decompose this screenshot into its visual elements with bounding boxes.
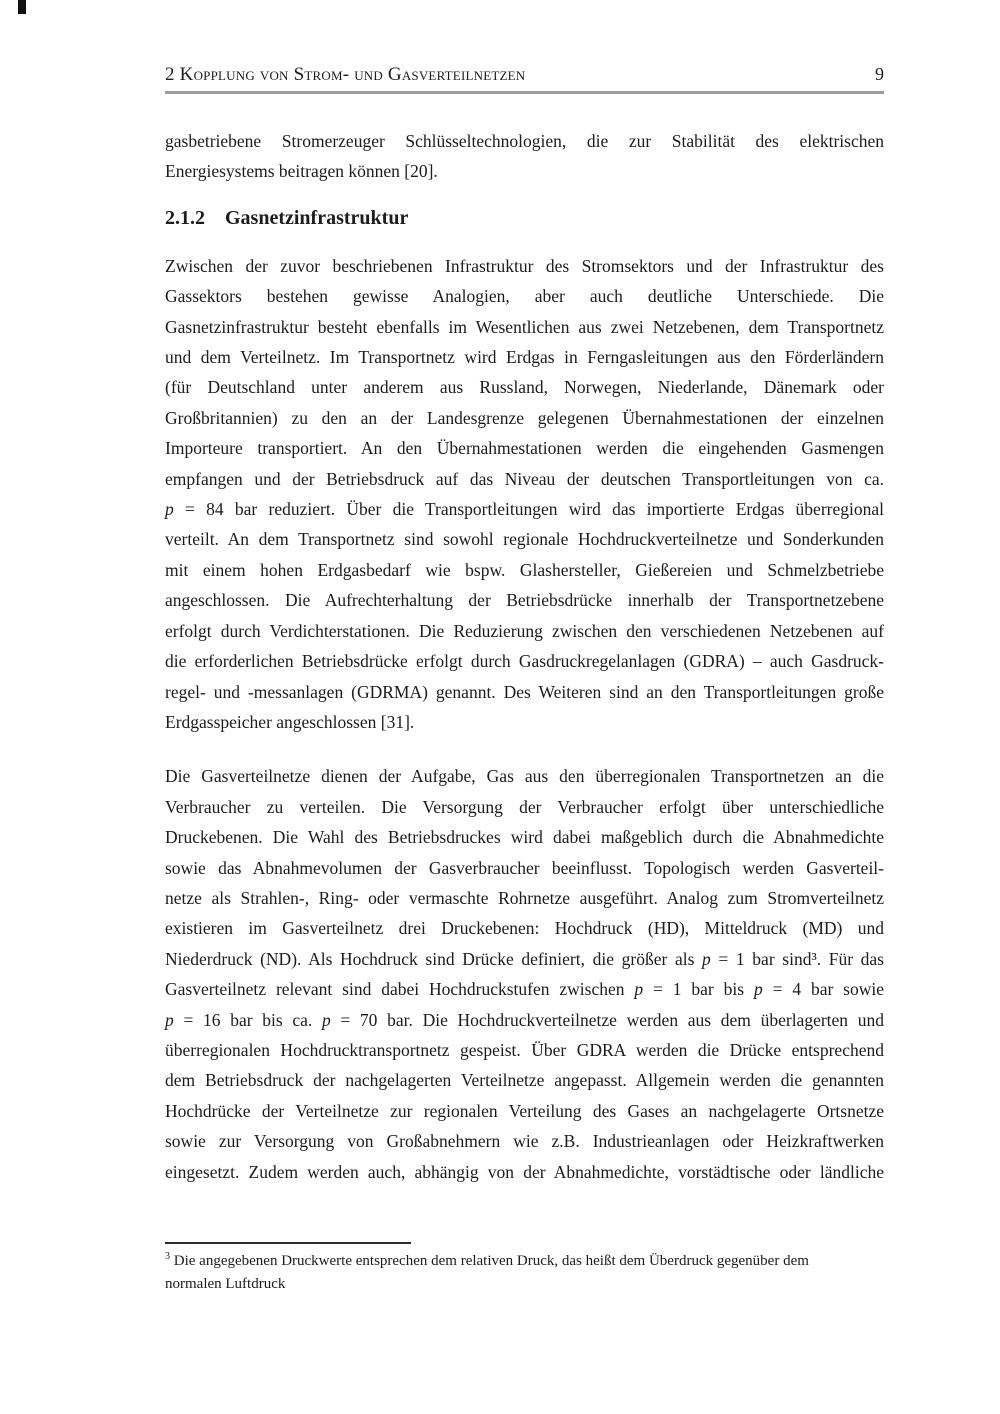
text-line: und dem Verteilnetz. Im Transportnetz wird Erdgas in Ferngasleitungen aus den Förderländern <box>165 347 884 368</box>
math-variable: p <box>634 979 644 1000</box>
text-line: empfangen und der Betriebsdruck auf das Niveau der deutschen Transportleitungen von ca. <box>165 468 884 489</box>
text-line: Gasverteilnetz relevant sind dabei Hochdruckstufen zwischen p = 1 bar bis p = 4 bar sowie <box>165 979 884 1000</box>
text-line: Hochdrücke der Verteilnetze zur regionalen Verteilung des Gases an nachgelagerte Ortsnetze <box>165 1100 884 1121</box>
text-line: Druckebenen. Die Wahl des Betriebsdruckes wird dabei maßgeblich durch die Abnahmedichte <box>165 827 884 848</box>
text-line: eingesetzt. Zudem werden auch, abhängig von der Abnahmedichte, vorstädtische oder ländliche <box>165 1161 884 1182</box>
text-line: (für Deutschland unter anderem aus Russland, Norwegen, Niederlande, Dänemark oder <box>165 377 884 398</box>
running-header-chapter-title: 2 Kopplung von Strom- und Gasverteilnetzen <box>165 64 526 85</box>
page-content <box>165 0 884 1187</box>
page-number: 9 <box>875 64 884 84</box>
text-line: Importeure transportiert. An den Übernahmestationen werden die eingehenden Gasmengen <box>165 438 884 459</box>
text-line: gasbetriebene Stromerzeuger Schlüsseltechnologien, die zur Stabilität des elektrischen <box>165 131 884 151</box>
footnote-marker: 3 <box>165 1251 170 1262</box>
math-variable: p <box>702 948 711 969</box>
math-variable: p <box>753 979 763 1000</box>
text-line: dem Betriebsdruck der nachgelagerten Verteilnetze angepasst. Allgemein werden die genannten <box>165 1070 884 1091</box>
footnote-line-2: normalen Luftdruck <box>165 1276 286 1292</box>
text-line: Gassektors bestehen gewisse Analogien, aber auch deutliche Unterschiede. Die <box>165 286 884 307</box>
text-line: Erdgasspeicher angeschlossen [31]. <box>165 711 415 732</box>
text-line: Die Gasverteilnetze dienen der Aufgabe, Gas aus den überregionalen Transportnetzen an die <box>165 766 884 787</box>
math-variable: p <box>165 1009 174 1030</box>
section-title: Gasnetzinfrastruktur <box>225 206 409 229</box>
math-variable: p <box>321 1009 331 1030</box>
text-line: sowie das Abnahmevolumen der Gasverbraucher beeinflusst. Topologisch werden Gasverteil- <box>165 857 884 878</box>
text-line: mit einem hohen Erdgasbedarf wie bspw. Glashersteller, Gießereien und Schmelzbetriebe <box>165 559 884 580</box>
text-line: netze als Strahlen-, Ring- oder vermaschte Rohrnetze ausgeführt. Analog zum Stromverteilnetz <box>165 887 884 908</box>
footnote-text: Die angegebenen Druckwerte entsprechen dem relativen Druck, das heißt dem Überdruck gegenüber dem <box>173 1253 809 1269</box>
math-variable: p <box>165 499 174 520</box>
text-line: Energiesystems beitragen können [20]. <box>165 161 438 182</box>
text-line: überregionalen Hochdrucktransportnetz gespeist. Über GDRA werden die Drücke entsprechend <box>165 1039 884 1060</box>
text-line: p = 16 bar bis ca. p = 70 bar. Die Hochdruckverteilnetze werden aus dem überlagerten und <box>165 1009 884 1030</box>
text-line: Verbraucher zu verteilen. Die Versorgung der Verbraucher erfolgt über unterschiedliche <box>165 796 884 817</box>
text-line: sowie zur Versorgung von Großabnehmern wie z.B. Industrieanlagen oder Heizkraftwerken <box>165 1131 884 1152</box>
scan-artifact-mark <box>18 0 26 14</box>
text-line: Gasnetzinfrastruktur besteht ebenfalls im Wesentlichen aus zwei Netzebenen, dem Transportnetz <box>165 316 884 337</box>
paragraph-intro-continued <box>165 126 884 187</box>
section-number: 2.1.2 <box>165 206 205 229</box>
paragraph-gasnetz-transportnetz <box>165 251 884 738</box>
text-line: p = 84 bar reduziert. Über die Transportleitungen wird das importierte Erdgas überregional <box>165 499 884 520</box>
running-header <box>165 64 884 94</box>
text-line: Niederdruck (ND). Als Hochdruck sind Drücke definiert, die größer als p = 1 bar sind³. Für das <box>165 948 884 969</box>
text-line: angeschlossen. Die Aufrechterhaltung der Betriebsdrücke innerhalb der Transportnetzebene <box>165 590 884 611</box>
text-line: Zwischen der zuvor beschriebenen Infrastruktur des Stromsektors und der Infrastruktur des <box>165 255 884 276</box>
paragraph-gasverteilnetze <box>165 761 884 1187</box>
footnote-line-1 <box>165 1250 883 1273</box>
section-heading <box>165 205 884 231</box>
footnote-separator <box>165 1242 411 1244</box>
footnote <box>165 1242 883 1296</box>
text-line: Großbritannien) zu den an der Landesgrenze gelegenen Übernahmestationen der einzelnen <box>165 407 884 428</box>
text-line: verteilt. An dem Transportnetz sind sowohl regionale Hochdruckverteilnetze und Sonderkunden <box>165 529 884 550</box>
text-line: existieren im Gasverteilnetz drei Druckebenen: Hochdruck (HD), Mitteldruck (MD) und <box>165 918 884 939</box>
text-line: die erforderlichen Betriebsdrücke erfolgt durch Gasdruckregelanlagen (GDRA) – auch Gasdruck- <box>165 651 884 672</box>
text-line: regel- und -messanlagen (GDRMA) genannt. Des Weiteren sind an den Transportleitungen große <box>165 681 884 702</box>
text-line: erfolgt durch Verdichterstationen. Die Reduzierung zwischen den verschiedenen Netzebenen auf <box>165 620 884 641</box>
